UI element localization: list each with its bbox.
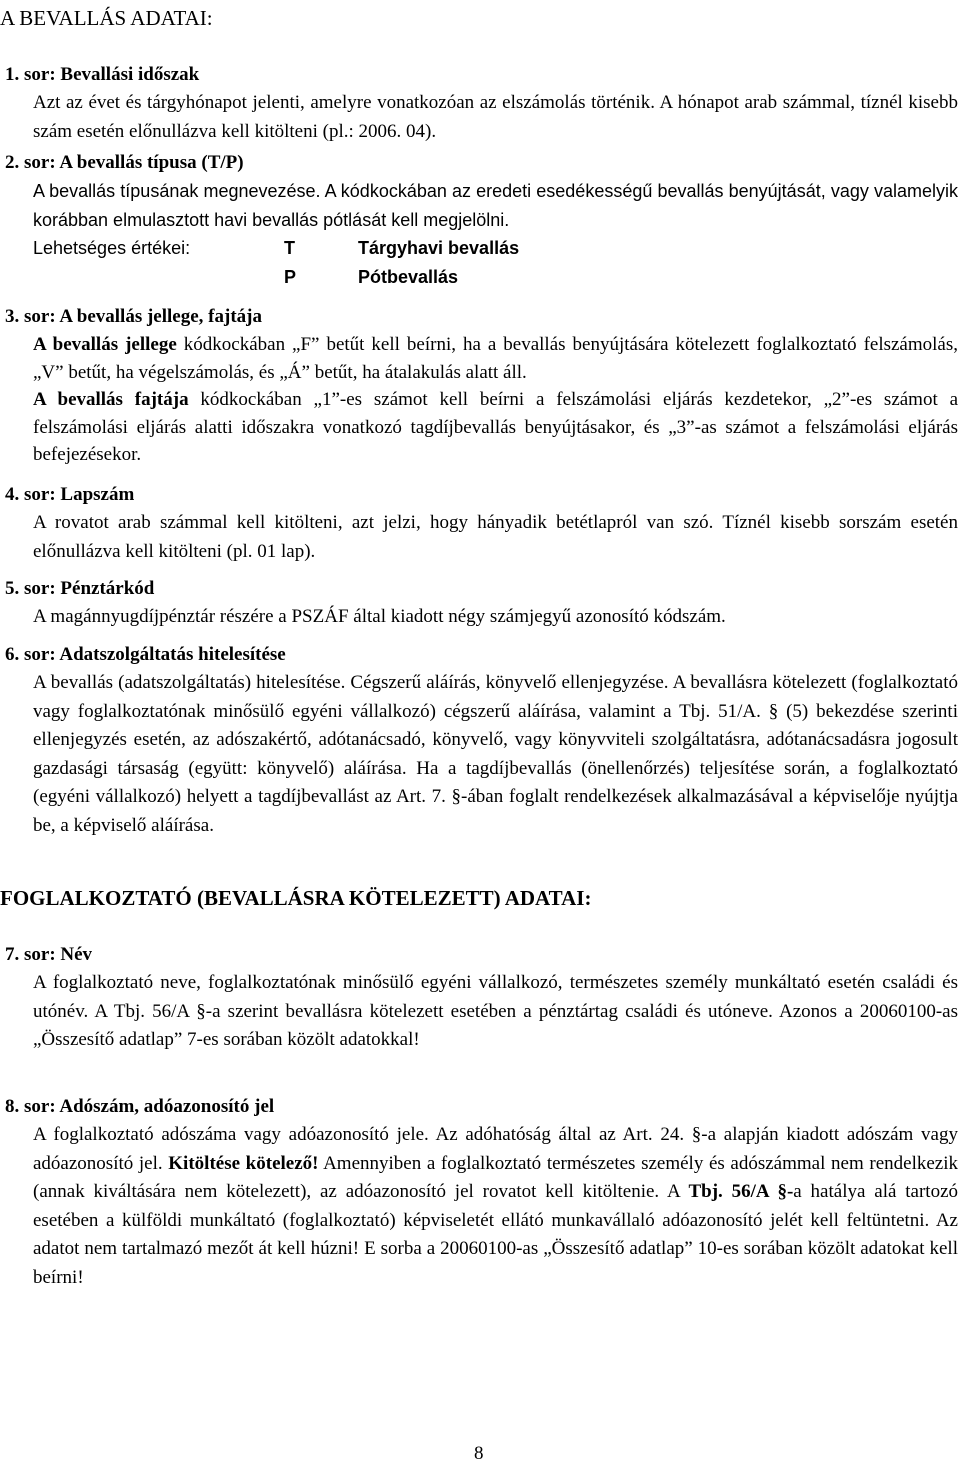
row-1-text: Azt az évet és tárgyhónapot jelenti, amelyre vonatkozóan az elszámolás történik. A hónapot arab számmal, tíznél kisebb szám esetén előnullázva kell kitölteni (pl.: 2006. 04). [33, 92, 958, 142]
row-5-block [0, 574, 960, 632]
value-name-p: Pótbevallás [358, 267, 459, 287]
row-8-heading: 8. sor: Adószám, adóazonosító jel [5, 1096, 275, 1117]
row-3-block [0, 302, 960, 469]
row-3-paragraph-1 [0, 331, 960, 386]
row-8-text-3: a hatálya alá tartozó esetében a külföldi munkáltató (foglalkoztató) képviseletét ellátó munkavállaló adóazonosító jelét kell feltüntetni. Az adatot nem tartalmazó mezőt át kell húzni! E sorba a 20060100-as „Összesítő adatlap” 10-es sorában közölt adatokat kell beírni! [33, 1181, 959, 1288]
row-8-bold-1: Kitöltése kötelező! [168, 1152, 319, 1174]
row-8-text-2: Amennyiben a foglalkoztató természetes személy és adószámmal nem rendelkezik (annak kiváltására nem kötelezett), az adóazonosító jel rovatot kell kitöltenie. A [33, 1152, 958, 1202]
row-2-values [0, 234, 960, 292]
values-label: Lehetséges értékei: [33, 238, 191, 258]
employer-section-title: FOGLALKOZTATÓ (BEVALLÁSRA KÖTELEZETT) ADATAI: [0, 886, 592, 910]
row-8-bold-2: Tbj. 56/A §- [688, 1181, 794, 1202]
value-code-t: T [284, 238, 295, 258]
row-1-heading: 1. sor: Bevallási időszak [5, 64, 200, 85]
row-2-block [0, 148, 960, 292]
row-6-text: A bevallás (adatszolgáltatás) hitelesítése. Cégszerű aláírás, könyvelő ellenjegyzése. A bevallásra kötelezett (foglalkoztató vagy foglalkoztatónak minősülő egyéni vállalkozó) cégszerű aláírása, valamint a Tbj. 51/A. § (5) bekezdése szerinti ellenjegyzés esetén, az adószakértő, adótanácsadó, könyvelő, vagy könyvviteli szolgáltatásra, adótanácsadásra jogosult gazdasági társaság (együtt: könyvelő) aláírása. Ha a tagdíjbevallás (önellenőrzés) teljesítése során, a foglalkoztató (egyéni vállalkozó) helyett a tagdíjbevallást az Art. 7. §-ában foglalt rendelkezések alkalmazásával a képviselője nyújtja be, a képviselő aláírása. [33, 672, 958, 836]
row-6-heading: 6. sor: Adatszolgáltatás hitelesítése [5, 644, 286, 665]
row-8-block [0, 1092, 960, 1292]
row-3-bold-2: A bevallás fajtája [33, 389, 189, 410]
row-2-heading: 2. sor: A bevallás típusa (T/P) [5, 152, 244, 173]
row-5-heading: 5. sor: Pénztárkód [5, 578, 155, 599]
section-title: A BEVALLÁS ADATAI: [0, 6, 213, 30]
value-name-t: Tárgyhavi bevallás [358, 238, 520, 258]
row-4-heading: 4. sor: Lapszám [5, 484, 135, 505]
row-2-text: A bevallás típusának megnevezése. A kódkockában az eredeti esedékességű bevallás benyújtását, vagy valamelyik korábban elmulasztott havi bevallás pótlását kell megjelölni. [33, 181, 958, 230]
row-3-paragraph-2 [0, 386, 960, 469]
row-3-text-1: kódkockában „F” betűt kell beírni, ha a bevallás benyújtására kötelezett foglalkoztató felszámolás, „V” betűt, ha végelszámolás, és „Á” betűt, ha átalakulás alatt áll. [33, 334, 959, 383]
value-code-p: P [284, 267, 297, 287]
row-6-block [0, 640, 960, 840]
row-8-text [0, 1121, 960, 1292]
row-5-text: A magánnyugdíjpénztár részére a PSZÁF által kiadott négy számjegyű azonosító kódszám. [33, 606, 726, 627]
row-7-text: A foglalkoztató neve, foglalkoztatónak minősülő egyéni vállalkozó, természetes személy munkáltató esetén családi és utónév. A Tbj. 56/A §-a szerint bevallásra kötelezett esetében a pénztártag családi és utóneve. Azonos a 20060100-as „Összesítő adatlap” 7-es sorában közölt adatokkal! [33, 972, 958, 1050]
row-3-text-2: kódkockában „1”-es számot kell beírni a felszámolási eljárás kezdetekor, „2”-es számot a felszámolási eljárás alatti időszakra vonatkozó tagdíjbevallás benyújtásakor, és „3”-as számot a felszámolási eljárás befejezésekor. [33, 389, 958, 465]
row-3-heading: 3. sor: A bevallás jellege, fajtája [5, 306, 262, 327]
row-8-text-1: A foglalkoztató adószáma vagy adóazonosító jele. Az adóhatóság által az Art. 24. §-a alapján kiadott adószám vagy adóazonosító jel. [33, 1124, 958, 1174]
row-3-bold-1: A bevallás jellege [33, 334, 177, 355]
row-4-text: A rovatot arab számmal kell kitölteni, azt jelzi, hogy hányadik betétlapról van szó. Tíznél kisebb sorszám esetén előnullázva kell kitölteni (pl. 01 lap). [33, 512, 958, 562]
row-4-block [0, 480, 960, 566]
row-1-block [0, 60, 960, 146]
row-7-heading: 7. sor: Név [5, 944, 93, 965]
row-7-block [0, 940, 960, 1055]
page-number: 8 [474, 1443, 484, 1464]
